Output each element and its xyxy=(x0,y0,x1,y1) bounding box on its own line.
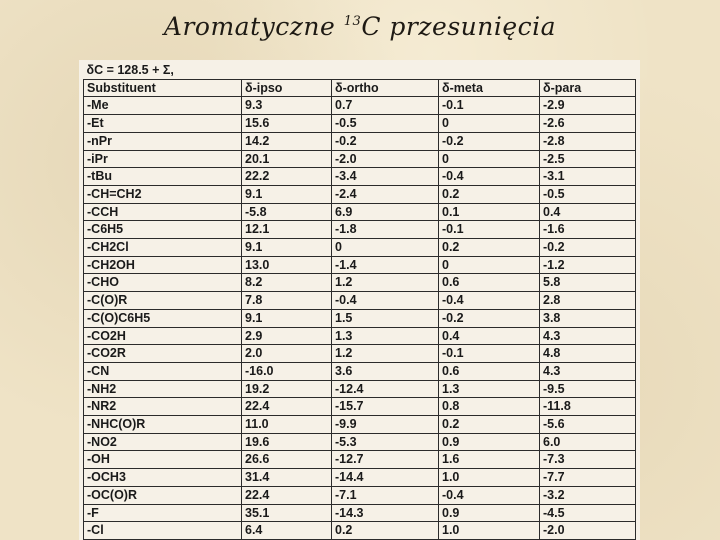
shift-value-cell: -2.0 xyxy=(332,150,439,168)
shift-value-cell: -4.5 xyxy=(540,504,636,522)
shift-value-cell: 14.2 xyxy=(242,132,332,150)
formula-row xyxy=(84,62,636,79)
shift-value-cell: 0.2 xyxy=(439,416,540,434)
table-row xyxy=(84,115,636,133)
shift-value-cell: -2.4 xyxy=(332,185,439,203)
substituent-cell: -CHO xyxy=(84,274,242,292)
shift-value-cell: -7.1 xyxy=(332,486,439,504)
formula-cell: δC = 128.5 + Σ, xyxy=(84,62,636,79)
shift-value-cell: 11.0 xyxy=(242,416,332,434)
shift-value-cell: 6.0 xyxy=(540,433,636,451)
shift-value-cell: -2.9 xyxy=(540,97,636,115)
shift-value-cell: -1.2 xyxy=(540,256,636,274)
shift-value-cell: 1.2 xyxy=(332,345,439,363)
shift-value-cell: -2.5 xyxy=(540,150,636,168)
substituent-cell: -Cl xyxy=(84,522,242,540)
shift-value-cell: 19.6 xyxy=(242,433,332,451)
shift-value-cell: 4.8 xyxy=(540,345,636,363)
table-row xyxy=(84,168,636,186)
shift-value-cell: 3.8 xyxy=(540,309,636,327)
table-row xyxy=(84,185,636,203)
shift-value-cell: -5.3 xyxy=(332,433,439,451)
shift-value-cell: -0.2 xyxy=(540,239,636,257)
shift-value-cell: 0.2 xyxy=(439,185,540,203)
header-cell: δ-ortho xyxy=(332,79,439,97)
table-row xyxy=(84,256,636,274)
shift-value-cell: 0.2 xyxy=(332,522,439,540)
shift-value-cell: 0.4 xyxy=(439,327,540,345)
substituent-cell: -F xyxy=(84,504,242,522)
shift-value-cell: -14.3 xyxy=(332,504,439,522)
shift-value-cell: 2.0 xyxy=(242,345,332,363)
shift-value-cell: -0.1 xyxy=(439,345,540,363)
shift-value-cell: -0.4 xyxy=(439,292,540,310)
shift-value-cell: 1.6 xyxy=(439,451,540,469)
shift-value-cell: -16.0 xyxy=(242,362,332,380)
shift-value-cell: -3.2 xyxy=(540,486,636,504)
shift-value-cell: 7.8 xyxy=(242,292,332,310)
shift-value-cell: 0.8 xyxy=(439,398,540,416)
shift-value-cell: 15.6 xyxy=(242,115,332,133)
shift-value-cell: -0.5 xyxy=(540,185,636,203)
shift-value-cell: -5.8 xyxy=(242,203,332,221)
substituent-cell: -OCH3 xyxy=(84,469,242,487)
shift-value-cell: 13.0 xyxy=(242,256,332,274)
shift-value-cell: -14.4 xyxy=(332,469,439,487)
shift-value-cell: -0.2 xyxy=(439,309,540,327)
substituent-cell: -nPr xyxy=(84,132,242,150)
shift-value-cell: 0.9 xyxy=(439,433,540,451)
table-row xyxy=(84,292,636,310)
table-row xyxy=(84,274,636,292)
shift-value-cell: 9.1 xyxy=(242,185,332,203)
substituent-cell: -CH2Cl xyxy=(84,239,242,257)
shift-value-cell: 5.8 xyxy=(540,274,636,292)
table-row xyxy=(84,203,636,221)
shift-table xyxy=(83,62,636,540)
shift-value-cell: -0.4 xyxy=(332,292,439,310)
shift-value-cell: 9.3 xyxy=(242,97,332,115)
shift-value-cell: -12.4 xyxy=(332,380,439,398)
table-row xyxy=(84,486,636,504)
shift-value-cell: -3.1 xyxy=(540,168,636,186)
shift-value-cell: 22.4 xyxy=(242,398,332,416)
shift-value-cell: -2.0 xyxy=(540,522,636,540)
shift-value-cell: -12.7 xyxy=(332,451,439,469)
shift-value-cell: -9.5 xyxy=(540,380,636,398)
title-superscript: 13 xyxy=(343,14,362,29)
table-row xyxy=(84,451,636,469)
table-row xyxy=(84,433,636,451)
header-row xyxy=(84,79,636,97)
substituent-cell: -CO2R xyxy=(84,345,242,363)
substituent-cell: -OH xyxy=(84,451,242,469)
shift-value-cell: -3.4 xyxy=(332,168,439,186)
header-cell: δ-ipso xyxy=(242,79,332,97)
shift-value-cell: 6.4 xyxy=(242,522,332,540)
shift-value-cell: -1.4 xyxy=(332,256,439,274)
shift-value-cell: -0.1 xyxy=(439,97,540,115)
substituent-cell: -Me xyxy=(84,97,242,115)
shift-value-cell: 9.1 xyxy=(242,309,332,327)
table-row xyxy=(84,327,636,345)
shift-value-cell: -0.2 xyxy=(439,132,540,150)
substituent-cell: -CCH xyxy=(84,203,242,221)
shift-value-cell: -5.6 xyxy=(540,416,636,434)
shift-value-cell: 0.7 xyxy=(332,97,439,115)
shift-value-cell: 2.9 xyxy=(242,327,332,345)
slide-title xyxy=(0,12,720,41)
shift-value-cell: 4.3 xyxy=(540,362,636,380)
shift-value-cell: -9.9 xyxy=(332,416,439,434)
shift-value-cell: -2.6 xyxy=(540,115,636,133)
table-row xyxy=(84,522,636,540)
shift-value-cell: 0.6 xyxy=(439,362,540,380)
substituent-cell: -CH=CH2 xyxy=(84,185,242,203)
shift-value-cell: 0 xyxy=(332,239,439,257)
shift-value-cell: 0 xyxy=(439,256,540,274)
shift-value-cell: 4.3 xyxy=(540,327,636,345)
shift-table-body xyxy=(84,62,636,539)
shift-value-cell: 19.2 xyxy=(242,380,332,398)
shift-value-cell: 35.1 xyxy=(242,504,332,522)
shift-value-cell: -7.3 xyxy=(540,451,636,469)
title-suffix: C przesunięcia xyxy=(361,12,557,41)
substituent-cell: -CH2OH xyxy=(84,256,242,274)
substituent-cell: -OC(O)R xyxy=(84,486,242,504)
shift-value-cell: 0.2 xyxy=(439,239,540,257)
shift-value-cell: 1.5 xyxy=(332,309,439,327)
shift-value-cell: -0.4 xyxy=(439,168,540,186)
table-row xyxy=(84,97,636,115)
table-row xyxy=(84,380,636,398)
substituent-cell: -C(O)C6H5 xyxy=(84,309,242,327)
shift-value-cell: 0.4 xyxy=(540,203,636,221)
table-row xyxy=(84,239,636,257)
substituent-cell: -NHC(O)R xyxy=(84,416,242,434)
shift-value-cell: 1.2 xyxy=(332,274,439,292)
table-row xyxy=(84,416,636,434)
shift-value-cell: 1.0 xyxy=(439,469,540,487)
shift-value-cell: 2.8 xyxy=(540,292,636,310)
shift-value-cell: -0.2 xyxy=(332,132,439,150)
header-cell: δ-para xyxy=(540,79,636,97)
shift-value-cell: 6.9 xyxy=(332,203,439,221)
shift-value-cell: 26.6 xyxy=(242,451,332,469)
shift-value-cell: -11.8 xyxy=(540,398,636,416)
table-row xyxy=(84,345,636,363)
shift-value-cell: -0.5 xyxy=(332,115,439,133)
shift-value-cell: 1.0 xyxy=(439,522,540,540)
shift-value-cell: 22.4 xyxy=(242,486,332,504)
substituent-cell: -Et xyxy=(84,115,242,133)
shift-value-cell: 3.6 xyxy=(332,362,439,380)
shift-value-cell: 0 xyxy=(439,115,540,133)
shift-value-cell: 9.1 xyxy=(242,239,332,257)
shift-value-cell: -15.7 xyxy=(332,398,439,416)
substituent-cell: -NR2 xyxy=(84,398,242,416)
shift-value-cell: 1.3 xyxy=(332,327,439,345)
substituent-cell: -CN xyxy=(84,362,242,380)
shift-value-cell: -7.7 xyxy=(540,469,636,487)
shift-value-cell: 31.4 xyxy=(242,469,332,487)
table-row xyxy=(84,309,636,327)
shift-value-cell: 1.3 xyxy=(439,380,540,398)
table-row xyxy=(84,504,636,522)
header-cell: Substituent xyxy=(84,79,242,97)
shift-value-cell: 8.2 xyxy=(242,274,332,292)
shift-value-cell: 12.1 xyxy=(242,221,332,239)
shift-value-cell: -0.4 xyxy=(439,486,540,504)
title-prefix: Aromatyczne xyxy=(163,12,344,41)
table-row xyxy=(84,469,636,487)
table-row xyxy=(84,150,636,168)
shift-value-cell: 0.1 xyxy=(439,203,540,221)
shift-value-cell: -0.1 xyxy=(439,221,540,239)
table-row xyxy=(84,398,636,416)
shift-value-cell: -1.8 xyxy=(332,221,439,239)
substituent-cell: -NO2 xyxy=(84,433,242,451)
shift-value-cell: -1.6 xyxy=(540,221,636,239)
substituent-cell: -iPr xyxy=(84,150,242,168)
substituent-cell: -C(O)R xyxy=(84,292,242,310)
substituent-cell: -C6H5 xyxy=(84,221,242,239)
shift-value-cell: -2.8 xyxy=(540,132,636,150)
shift-value-cell: 22.2 xyxy=(242,168,332,186)
substituent-cell: -CO2H xyxy=(84,327,242,345)
shift-value-cell: 0.9 xyxy=(439,504,540,522)
shift-value-cell: 20.1 xyxy=(242,150,332,168)
table-row xyxy=(84,221,636,239)
shift-value-cell: 0.6 xyxy=(439,274,540,292)
substituent-cell: -tBu xyxy=(84,168,242,186)
table-row xyxy=(84,362,636,380)
header-cell: δ-meta xyxy=(439,79,540,97)
table-row xyxy=(84,132,636,150)
substituent-cell: -NH2 xyxy=(84,380,242,398)
shift-value-cell: 0 xyxy=(439,150,540,168)
